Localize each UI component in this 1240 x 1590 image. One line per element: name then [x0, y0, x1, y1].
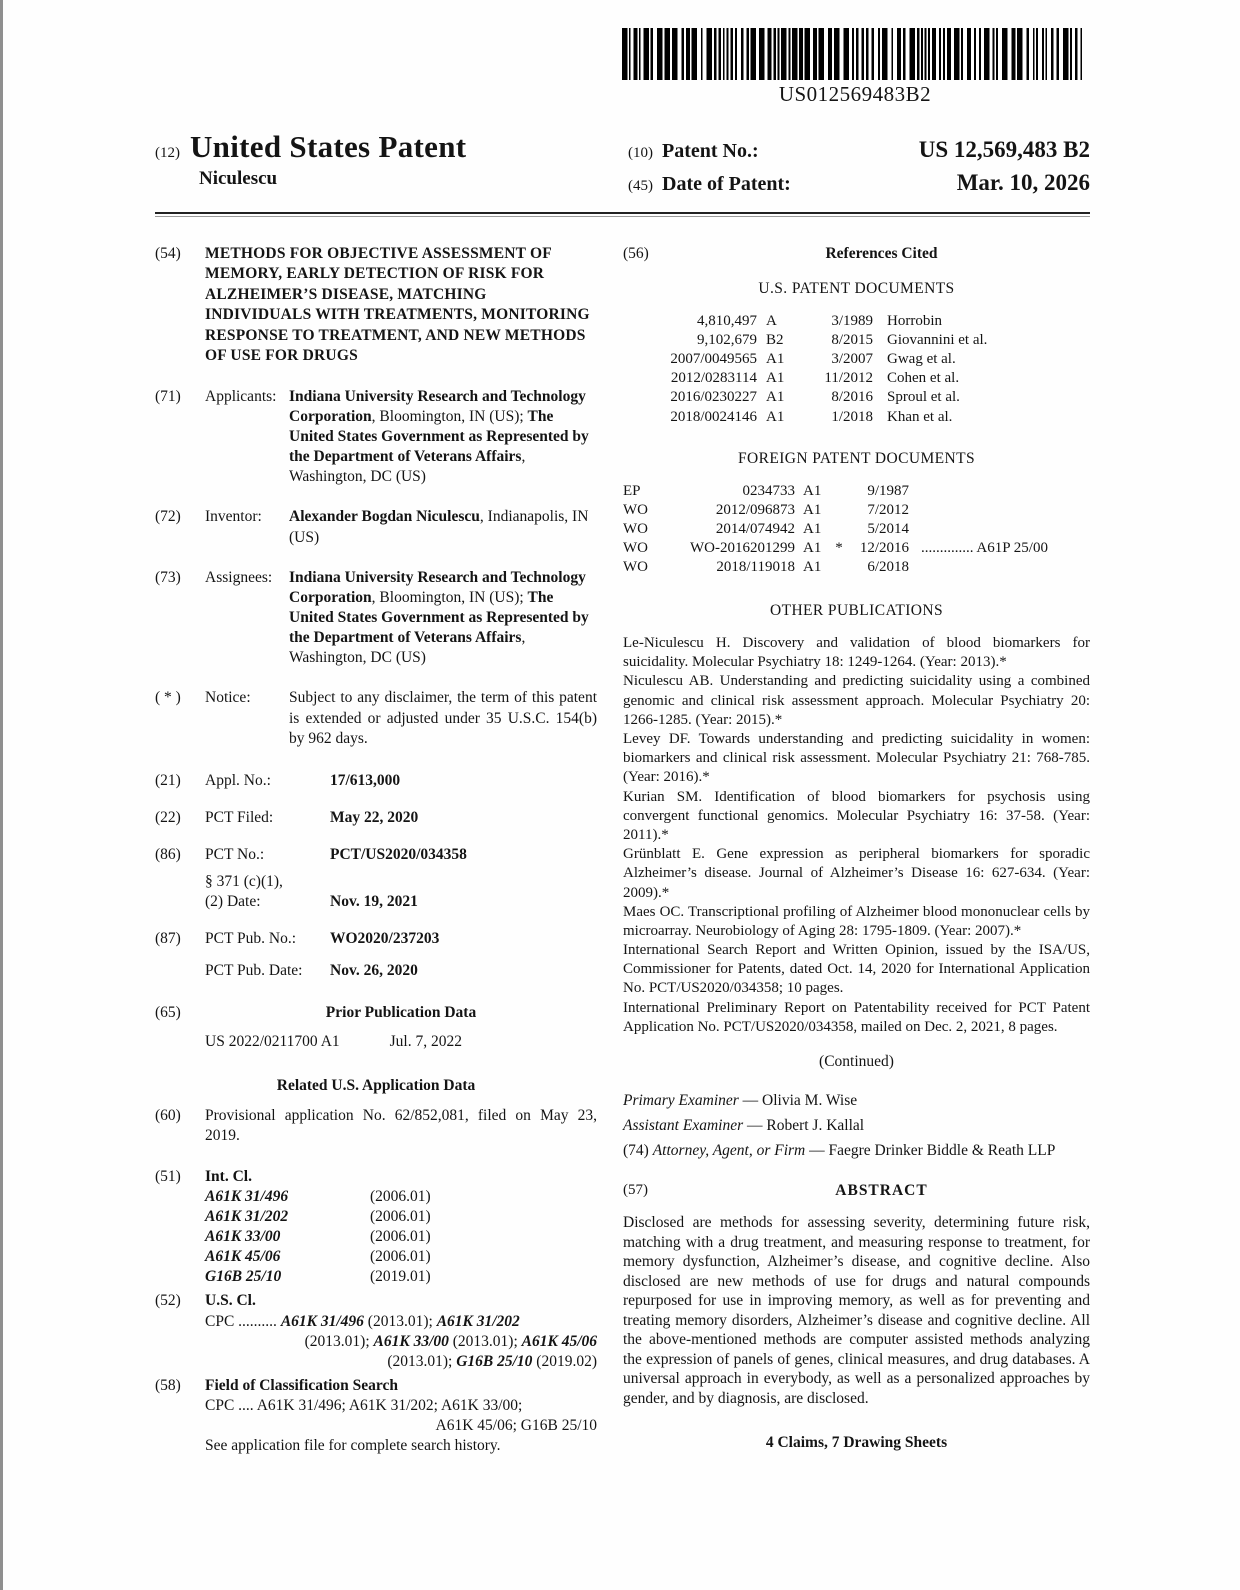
section-86-pct-no: [155, 845, 597, 912]
date-371-value: Nov. 19, 2021: [330, 893, 418, 911]
abstract-heading-row: [623, 1181, 1090, 1201]
other-pub-reference: Le-Niculescu H. Discovery and validation of blood biomarkers for suicidality. Molecular Psychiatry 18: 1249-1264. (Year: 2013).*: [623, 635, 1090, 671]
field-search-heading: Field of Classification Search: [205, 1376, 399, 1394]
section-51-tag: (51): [155, 1167, 181, 1185]
int-cl-heading: Int. Cl.: [205, 1167, 252, 1185]
notice-text: Subject to any disclaimer, the term of this patent is extended or adjusted under 35 U.S.C. 154(b) by 962 days.: [289, 689, 597, 747]
foreign-doc-kind: A1: [803, 482, 822, 499]
us-cl-heading: U.S. Cl.: [205, 1292, 256, 1310]
int-cl-year: (2019.01): [370, 1268, 431, 1286]
cpc-line-1: CPC .......... A61K 31/496 (2013.01); A61K 31/202: [205, 1312, 520, 1330]
other-pub-reference: Grünblatt E. Gene expression as peripheral biomarkers for sporadic Alzheimer’s disease. Journal of Alzheimer’s Disease 16: 627-634. (Year: 2009).*: [623, 846, 1090, 901]
us-doc-name: Cohen et al.: [887, 370, 960, 387]
us-doc-number: 9,102,679: [697, 332, 757, 349]
us-doc-kind: A1: [766, 389, 785, 406]
pct-pub-date-value: Nov. 26, 2020: [330, 961, 418, 979]
section-73-assignees: [155, 568, 597, 669]
date-value: Mar. 10, 2026: [956, 170, 1090, 195]
int-cl-code: A61K 31/496: [205, 1187, 289, 1205]
abstract-text: Disclosed are methods for assessing severity, determining future risk, matching with a drug treatment, and measuring response to treatment, for memory dysfunction, Alzheimer’s disease, and cognitive decline. Also disclosed are new methods of use for drugs and natural compounds repurposed for use in improving memory, as well as for preventing and treating memory disorders, Alzheimer’s disease and cognitive decline. All the above-mentioned methods are computer assisted methods analyzing the expression of panels of genes, clinical measures, and drug databases. A universal approach in everybody, as well as a personalized approaches by gender, and by diagnosis, are disclosed.: [623, 1214, 1090, 1407]
barcode-number: US012569483B2: [778, 82, 932, 106]
header-divider: [155, 212, 1090, 217]
cpc-line-3: (2013.01); G16B 25/10 (2019.02): [387, 1352, 597, 1370]
pct-pub-date-label: PCT Pub. Date:: [205, 961, 303, 979]
section-notice: [155, 688, 597, 748]
section-65-prior-pub: [155, 1003, 597, 1052]
us-doc-number: 2012/0283114: [670, 370, 757, 387]
section-57-tag: (57): [623, 1182, 648, 1199]
field-search-line-1: CPC .... A61K 31/496; A61K 31/202; A61K 33/00;: [205, 1397, 523, 1415]
page-content: [155, 0, 1090, 1456]
field-search-note: See application file for complete search history.: [205, 1437, 501, 1455]
other-pub-reference: Levey DF. Towards understanding and predicting suicidality in women: biomarkers and clinical risk assessment. Molecular Psychiatry 21: 768-785. (Year: 2016).*: [623, 731, 1090, 786]
foreign-doc-row: [623, 501, 1090, 520]
int-cl-row: [205, 1247, 597, 1267]
barcode-block: [620, 28, 1090, 107]
foreign-doc-country: EP: [623, 482, 641, 499]
foreign-doc-number: 2012/096873: [715, 501, 795, 518]
us-doc-date: 1/2018: [831, 408, 873, 425]
foreign-doc-kind: A1: [803, 520, 822, 537]
foreign-doc-date: 6/2018: [867, 558, 909, 575]
prior-pub-date: Jul. 7, 2022: [389, 1032, 462, 1050]
section-52-us-cl: [155, 1291, 597, 1372]
invention-title: METHODS FOR OBJECTIVE ASSESSMENT OF MEMORY, EARLY DETECTION OF RISK FOR ALZHEIMER’S DISEASE, MATCHING INDIVIDUALS WITH TREATMENTS, MONITORING RESPONSE TO TREATMENT, AND NEW METHODS OF USE FOR DRUGS: [205, 245, 590, 365]
patent-no-label: Patent No.:: [662, 140, 759, 162]
continued-note: (Continued): [819, 1053, 894, 1071]
related-data-heading: Related U.S. Application Data: [276, 1077, 476, 1095]
foreign-doc-row: [623, 520, 1090, 539]
us-patent-doc-row: [623, 388, 1090, 407]
int-cl-year: (2006.01): [370, 1187, 431, 1205]
us-patent-docs-table: [623, 312, 1090, 426]
us-doc-date: 8/2016: [831, 389, 873, 406]
section-51-int-cl: [155, 1167, 597, 1288]
right-column: [623, 244, 1090, 1456]
int-cl-code: G16B 25/10: [205, 1268, 282, 1286]
us-patent-docs-heading: U.S. PATENT DOCUMENTS: [758, 280, 955, 298]
foreign-doc-star: *: [835, 539, 843, 556]
foreign-doc-row: [623, 539, 1090, 558]
foreign-doc-class: [909, 520, 1090, 539]
references-cited-heading: References Cited: [825, 245, 938, 262]
foreign-doc-class: [909, 501, 1090, 520]
foreign-doc-country: WO: [623, 558, 648, 575]
foreign-doc-star: [831, 482, 847, 501]
other-pub-reference: Maes OC. Transcriptional profiling of Alzheimer blood mononuclear cells by microarray. Neurobiology of Aging 28: 1795-1809. (Year: 2007).*: [623, 903, 1090, 939]
section-73-tag: (73): [155, 568, 181, 586]
foreign-doc-class: [909, 482, 1090, 501]
section-54-tag: (54): [155, 245, 181, 262]
cpc-line-2: (2013.01); A61K 33/00 (2013.01); A61K 45/06: [304, 1332, 597, 1350]
section-58-field-search: [155, 1376, 597, 1457]
us-patent-doc-row: [623, 350, 1090, 369]
provisional-text: Provisional application No. 62/852,081, filed on May 23, 2019.: [205, 1107, 597, 1145]
examiner-block: [623, 1090, 1090, 1161]
patent-number-row: [628, 137, 1090, 163]
section-65-tag: (65): [155, 1003, 181, 1021]
int-cl-row: [205, 1267, 597, 1287]
appl-no-value: 17/613,000: [330, 771, 401, 789]
int-cl-row: [205, 1227, 597, 1247]
other-pub-reference: Niculescu AB. Understanding and predicting suicidality using a combined genomic and clinical risk assessment approach. Molecular Psychiatry 20: 1266-1285. (Year: 2015).*: [623, 673, 1090, 728]
section-60-provisional: [155, 1106, 597, 1146]
foreign-doc-star: [831, 558, 847, 577]
other-pub-reference: Kurian SM. Identification of blood biomarkers for psychosis using convergent functional genomics. Molecular Psychiatry 16: 37-58. (Year: 2011).*: [623, 788, 1090, 843]
us-patent-doc-row: [623, 408, 1090, 427]
foreign-docs-heading: FOREIGN PATENT DOCUMENTS: [738, 449, 975, 467]
pct-pub-no-value: WO2020/237203: [330, 929, 440, 947]
pct-filed-label: PCT Filed:: [205, 808, 274, 826]
applicants-value: Indiana University Research and Technology Corporation, Bloomington, IN (US); The United States Government as Represented by the Department of Veterans Affairs, Washington, DC (US): [289, 387, 589, 486]
section-56-references: [623, 244, 1090, 264]
pct-filed-value: May 22, 2020: [330, 808, 419, 826]
section-60-tag: (60): [155, 1107, 181, 1125]
other-pubs-paragraphs: [623, 634, 1090, 1037]
us-doc-kind: B2: [766, 332, 784, 349]
foreign-doc-date: 5/2014: [867, 520, 909, 537]
us-doc-date: 3/2007: [831, 351, 873, 368]
section-54-title: [155, 244, 597, 367]
us-doc-date: 8/2015: [831, 332, 873, 349]
foreign-doc-country: WO: [623, 520, 648, 537]
foreign-doc-date: 12/2016: [859, 539, 909, 556]
foreign-doc-kind: A1: [803, 558, 822, 575]
foreign-doc-class: [909, 558, 1090, 577]
prior-pub-heading: Prior Publication Data: [325, 1003, 477, 1021]
section-86-tag: (86): [155, 846, 181, 864]
foreign-doc-country: WO: [623, 539, 648, 556]
primary-examiner-line: Primary Examiner — Olivia M. Wise: [623, 1092, 858, 1110]
pct-pub-no-label: PCT Pub. No.:: [205, 929, 297, 947]
foreign-doc-number: 0234733: [742, 482, 795, 499]
assistant-examiner-line: Assistant Examiner — Robert J. Kallal: [623, 1116, 865, 1134]
section-87-tag: (87): [155, 929, 181, 947]
us-patent-doc-row: [623, 369, 1090, 388]
attorney-line: (74) Attorney, Agent, or Firm — Faegre Drinker Biddle & Reath LLP: [623, 1141, 1056, 1159]
foreign-doc-number: WO-2016201299: [690, 539, 795, 556]
section-56-tag: (56): [623, 245, 649, 262]
int-cl-year: (2006.01): [370, 1227, 431, 1245]
header-right: [628, 129, 1090, 203]
foreign-doc-row: [623, 558, 1090, 577]
foreign-doc-kind: A1: [803, 501, 822, 518]
us-doc-date: 3/1989: [831, 313, 873, 330]
section-72-tag: (72): [155, 508, 181, 526]
us-doc-kind: A1: [766, 351, 785, 368]
patent-date-row: [628, 170, 1090, 196]
int-cl-year: (2006.01): [370, 1248, 431, 1266]
int-cl-row: [205, 1207, 597, 1227]
barcode-icon: [620, 28, 1090, 80]
us-doc-name: Giovannini et al.: [887, 332, 988, 349]
section-71-applicants: [155, 387, 597, 488]
section-58-tag: (58): [155, 1376, 181, 1394]
foreign-doc-number: 2014/074942: [715, 520, 795, 537]
patent-no-value: US 12,569,483 B2: [918, 137, 1090, 162]
pct-no-label: PCT No.:: [205, 846, 265, 864]
us-patent-doc-row: [623, 312, 1090, 331]
us-doc-number: 2007/0049565: [670, 351, 757, 368]
inventor-value: Alexander Bogdan Niculescu, Indianapolis, IN (US): [289, 508, 589, 546]
section-52-tag: (52): [155, 1292, 181, 1310]
date-label: Date of Patent:: [662, 173, 791, 195]
int-cl-code: A61K 33/00: [205, 1227, 281, 1245]
us-doc-name: Gwag et al.: [887, 351, 956, 368]
assignees-label: Assignees:: [205, 568, 273, 586]
two-column-body: [155, 244, 1090, 1456]
prior-pub-number: US 2022/0211700 A1: [205, 1032, 340, 1050]
us-patent-doc-row: [623, 331, 1090, 350]
int-cl-year: (2006.01): [370, 1207, 431, 1225]
other-pub-reference: International Search Report and Written Opinion, issued by the ISA/US, Commissioner for Patents, dated Oct. 14, 2020 for International Application No. PCT/US2020/034358; 10 pages.: [623, 942, 1090, 997]
header-left: [155, 129, 466, 203]
claims-drawing-sheets: 4 Claims, 7 Drawing Sheets: [765, 1433, 948, 1451]
int-cl-list: [205, 1187, 597, 1288]
field-search-line-2: A61K 45/06; G16B 25/10: [435, 1417, 597, 1435]
us-doc-name: Sproul et al.: [887, 389, 960, 406]
section-21-tag: (21): [155, 771, 181, 789]
header: [155, 129, 1090, 203]
int-cl-code: A61K 31/202: [205, 1207, 289, 1225]
patent-no-tag: (10): [628, 145, 653, 161]
assignees-value: Indiana University Research and Technology Corporation, Bloomington, IN (US); The United States Government as Represented by the Department of Veterans Affairs, Washington, DC (US): [289, 568, 589, 667]
left-column: [155, 244, 597, 1456]
section-87-pct-pub: [155, 929, 597, 981]
date-tag: (45): [628, 178, 653, 194]
int-cl-row: [205, 1187, 597, 1207]
foreign-doc-class: .............. A61P 25/00: [921, 539, 1048, 556]
section-21-appl-no: [155, 771, 597, 791]
inventor-label: Inventor:: [205, 508, 262, 526]
scan-edge-line: [0, 0, 3, 1590]
foreign-doc-star: [831, 501, 847, 520]
section-22-tag: (22): [155, 808, 181, 826]
other-pubs-heading: OTHER PUBLICATIONS: [770, 601, 943, 619]
other-pub-reference: International Preliminary Report on Patentability received for PCT Patent Application No. PCT/US2020/034358, mailed on Dec. 2, 2021, 8 pages.: [623, 999, 1090, 1035]
foreign-doc-kind: A1: [803, 539, 822, 556]
applicants-label: Applicants:: [205, 387, 277, 405]
us-doc-date: 11/2012: [824, 370, 873, 387]
us-doc-name: Horrobin: [887, 313, 942, 330]
section-371-line: § 371 (c)(1),: [205, 873, 283, 891]
date-371-label: (2) Date:: [205, 893, 261, 911]
foreign-doc-country: WO: [623, 501, 648, 518]
document-title: United States Patent: [190, 129, 467, 164]
foreign-doc-date: 7/2012: [867, 501, 909, 518]
foreign-docs-table: [623, 482, 1090, 577]
appl-no-label: Appl. No.:: [205, 771, 271, 789]
foreign-doc-number: 2018/119018: [716, 558, 795, 575]
us-doc-kind: A1: [766, 408, 785, 425]
us-doc-name: Khan et al.: [887, 408, 953, 425]
notice-tag: ( * ): [155, 689, 181, 707]
notice-label: Notice:: [205, 689, 251, 707]
us-doc-number: 4,810,497: [697, 313, 757, 330]
kind-code-tag: (12): [155, 145, 180, 161]
us-doc-number: 2018/0024146: [670, 408, 757, 425]
abstract-heading: ABSTRACT: [835, 1182, 928, 1200]
us-doc-number: 2016/0230227: [670, 389, 757, 406]
pct-no-value: PCT/US2020/034358: [330, 846, 467, 864]
section-72-inventor: [155, 507, 597, 547]
section-71-tag: (71): [155, 387, 181, 405]
foreign-doc-date: 9/1987: [867, 482, 909, 499]
us-doc-kind: A1: [766, 370, 785, 387]
int-cl-code: A61K 45/06: [205, 1248, 281, 1266]
us-doc-kind: A: [766, 313, 777, 330]
foreign-doc-row: [623, 482, 1090, 501]
section-22-pct-filed: [155, 808, 597, 828]
foreign-doc-star: [831, 520, 847, 539]
inventor-surname: Niculescu: [199, 168, 278, 189]
